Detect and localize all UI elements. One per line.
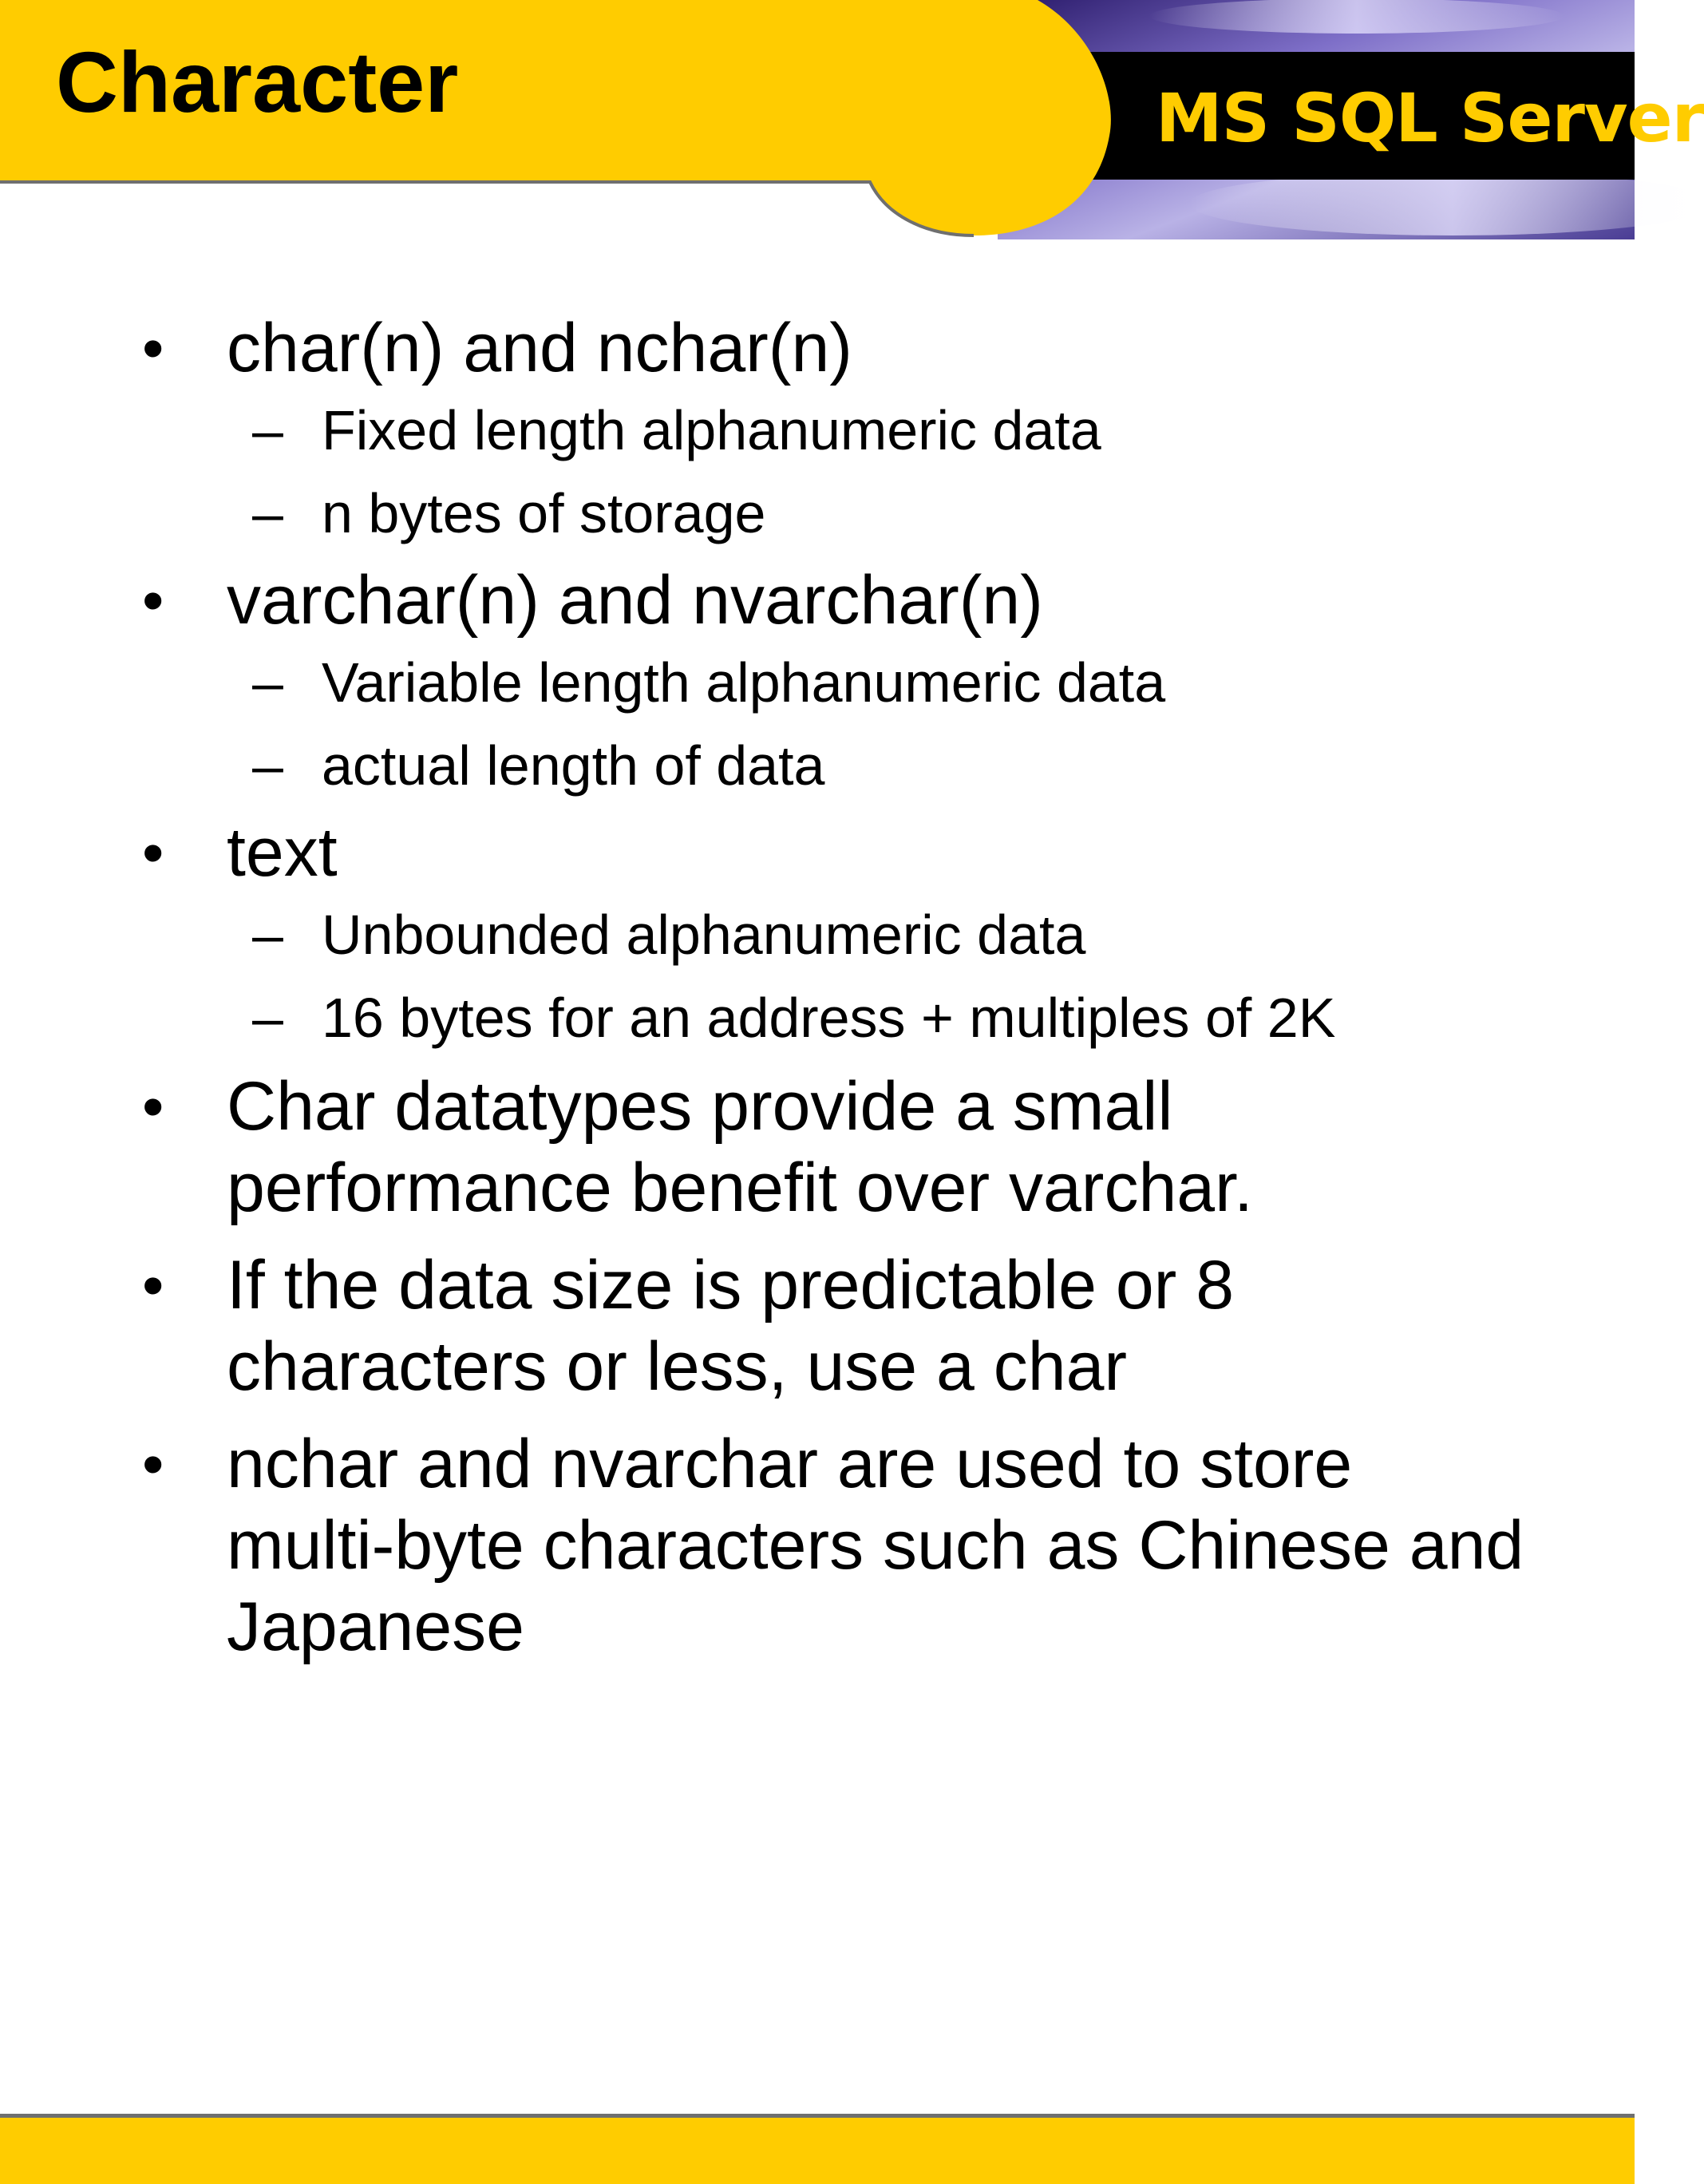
sub-item	[0, 724, 1635, 807]
bullet-item	[0, 1423, 1635, 1668]
slide-title: Character	[56, 34, 459, 130]
bullet-item	[0, 812, 1635, 1059]
bullet-text: If the data size is predictable or 8 characters or less, use a char	[227, 1247, 1235, 1405]
brand-label: MS SQL Server	[1156, 79, 1704, 157]
dash-marker: –	[252, 987, 283, 1049]
sub-item	[0, 389, 1635, 472]
dash-marker: –	[252, 734, 283, 797]
dash-marker: –	[252, 904, 283, 966]
sub-text: Fixed length alphanumeric data	[322, 399, 1101, 461]
sub-item	[0, 893, 1635, 976]
sub-list	[0, 893, 1635, 1059]
bullet-item	[0, 560, 1635, 807]
sub-item	[0, 976, 1635, 1059]
bullet-text: Char datatypes provide a small performance benefit over varchar.	[227, 1068, 1253, 1226]
bullet-item	[0, 1066, 1635, 1228]
bullet-dot: •	[142, 1071, 164, 1141]
banner-light-streak-top	[1149, 0, 1564, 34]
sub-text: Variable length alphanumeric data	[322, 651, 1166, 714]
sub-text: Unbounded alphanumeric data	[322, 904, 1086, 966]
bullet-text: char(n) and nchar(n)	[227, 310, 852, 386]
dash-marker: –	[252, 399, 283, 461]
bullet-dot: •	[142, 817, 164, 888]
dash-marker: –	[252, 651, 283, 714]
footer-bar	[0, 2114, 1635, 2184]
sub-text: actual length of data	[322, 734, 825, 797]
banner-light-streak	[1189, 172, 1704, 235]
sub-list	[0, 641, 1635, 807]
bullet-dot: •	[142, 1429, 164, 1499]
title-band-edge	[0, 182, 974, 235]
bullet-item	[0, 307, 1635, 555]
bullet-dot: •	[142, 565, 164, 635]
sub-list	[0, 389, 1635, 555]
bullet-text: nchar and nvarchar are used to store multi-byte characters such as Chinese and Japanese	[227, 1426, 1524, 1665]
dash-marker: –	[252, 482, 283, 544]
bullet-dot: •	[142, 1250, 164, 1320]
bullet-dot: •	[142, 313, 164, 383]
sub-item	[0, 641, 1635, 724]
sub-text: 16 bytes for an address + multiples of 2K	[322, 987, 1336, 1049]
bullet-text: text	[227, 814, 338, 891]
sub-text: n bytes of storage	[322, 482, 766, 544]
bullet-list	[0, 307, 1635, 1668]
bullet-text: varchar(n) and nvarchar(n)	[227, 562, 1043, 639]
sub-item	[0, 472, 1635, 555]
bullet-item	[0, 1244, 1635, 1407]
